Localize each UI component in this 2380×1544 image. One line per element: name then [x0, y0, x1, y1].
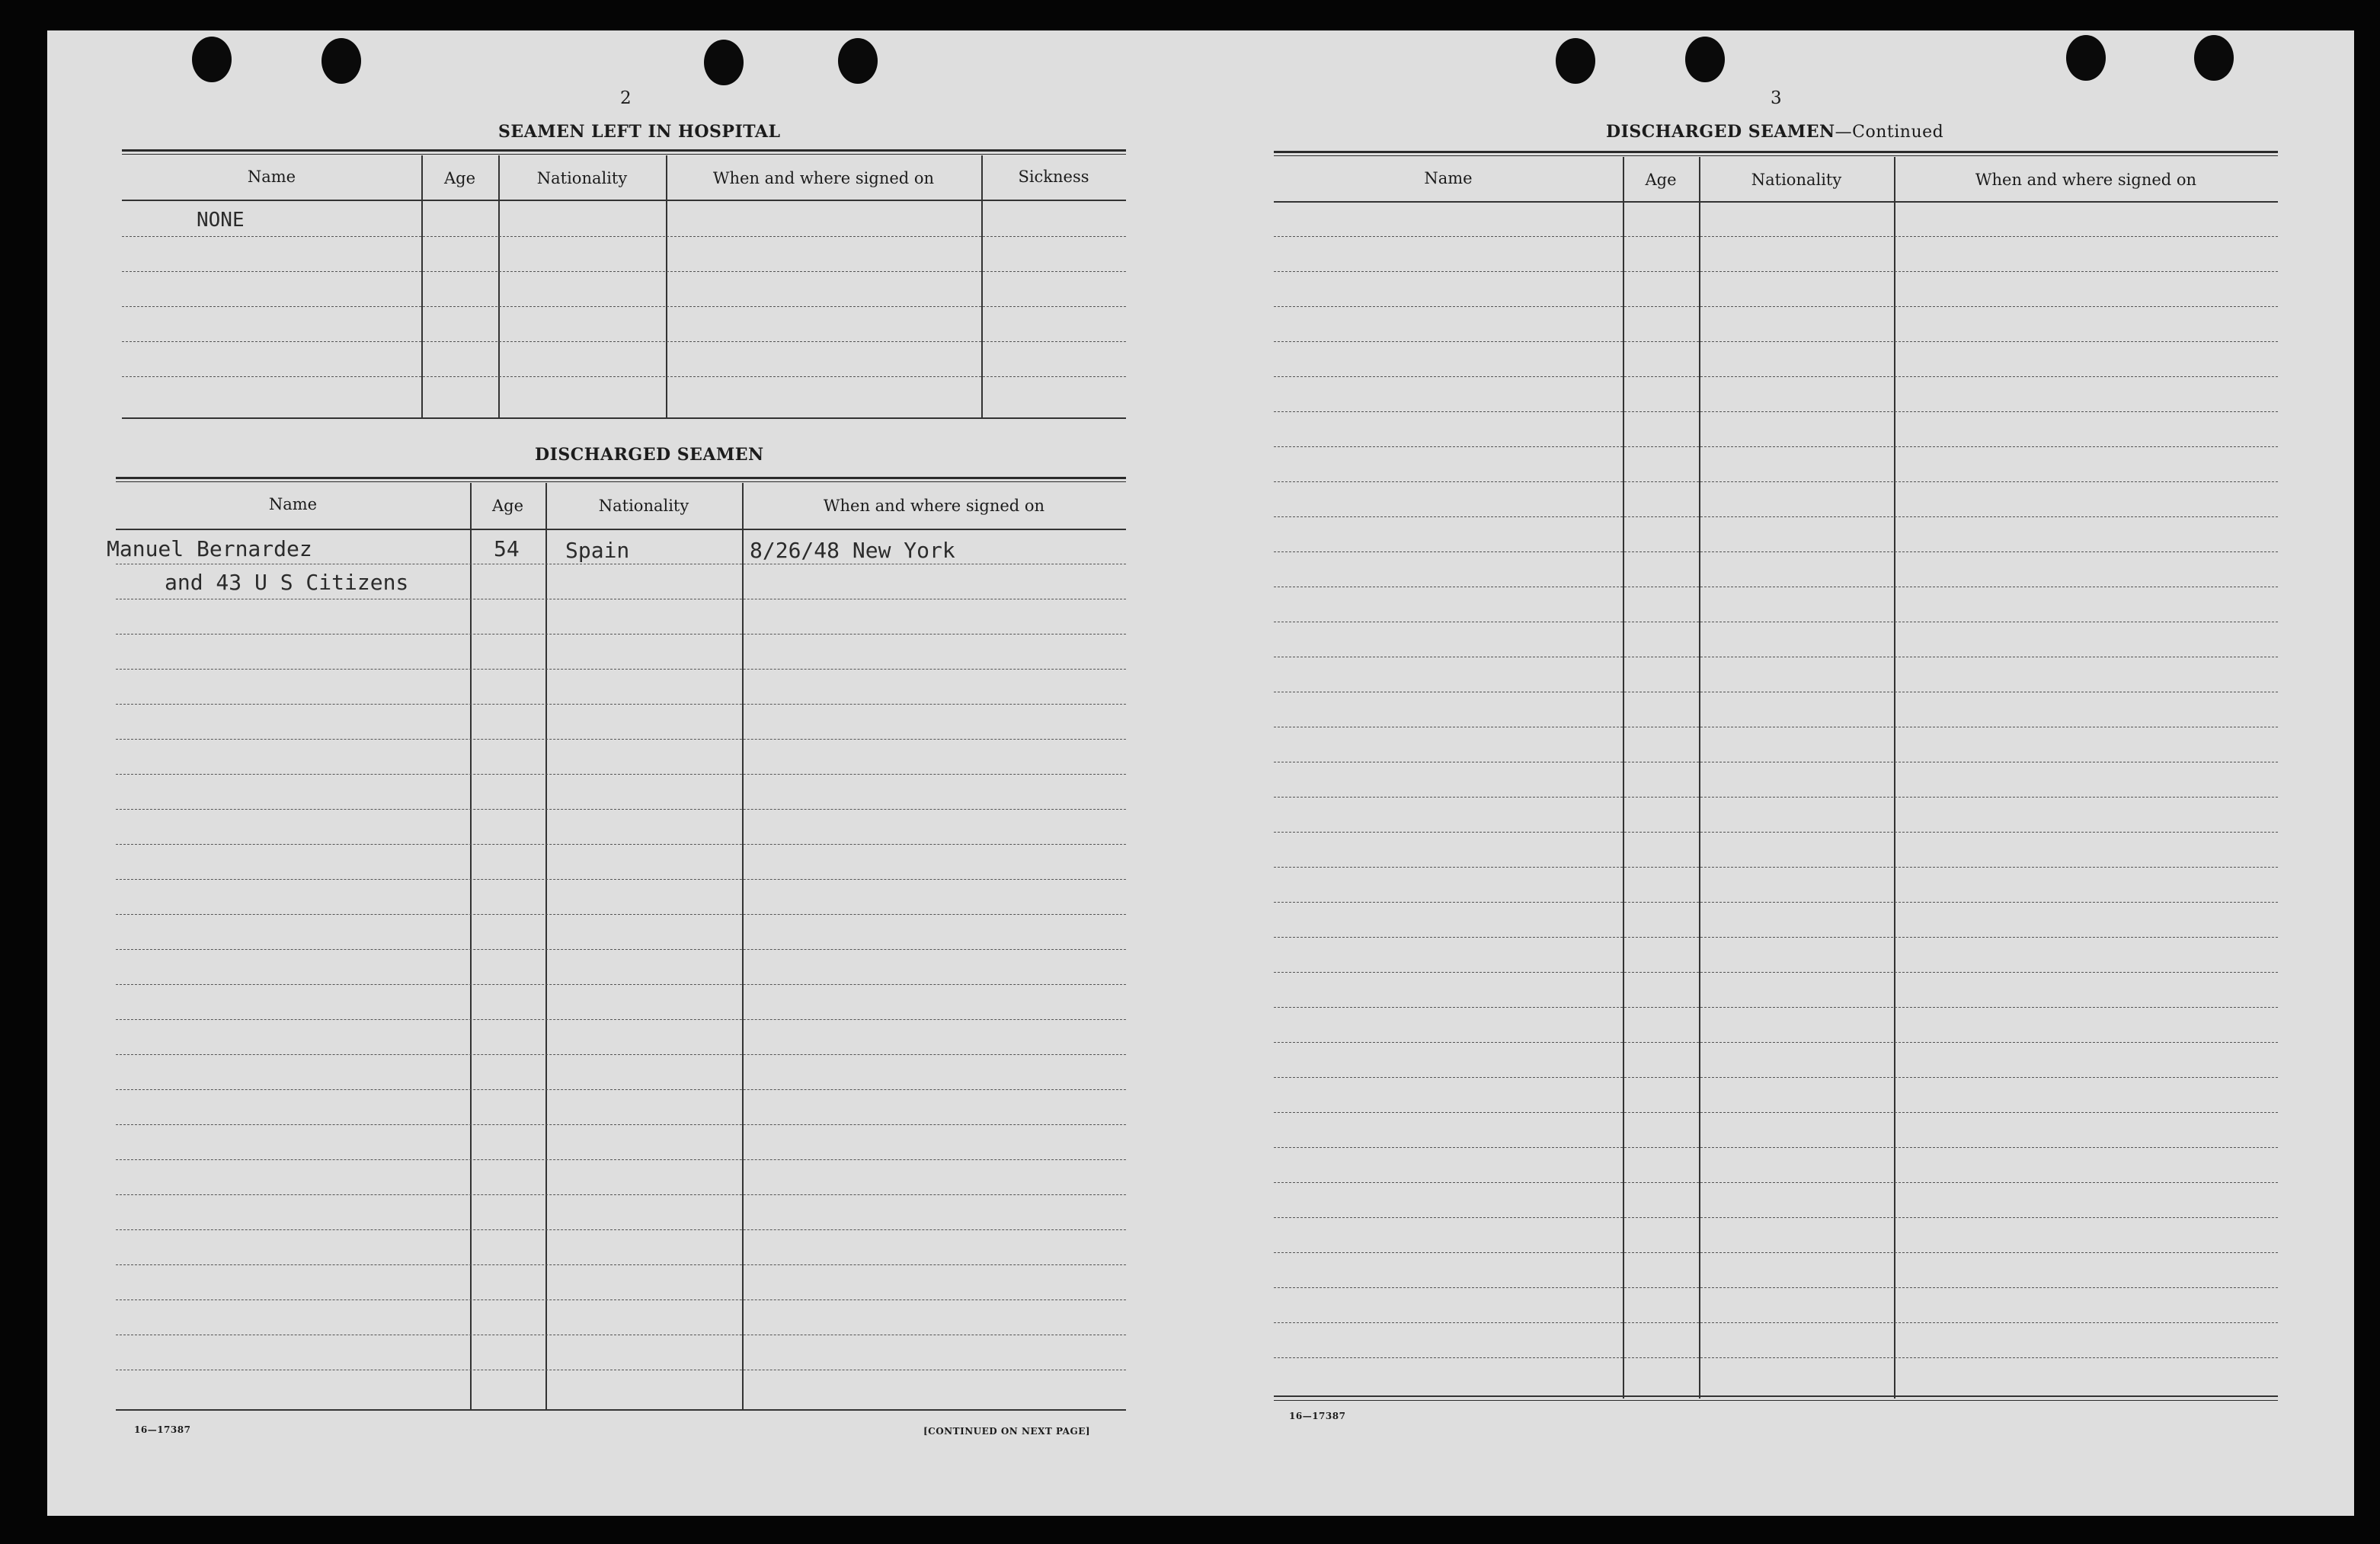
- punch-hole: [704, 40, 744, 85]
- page-number-right: 3: [1771, 88, 1782, 108]
- col-header-signed-on: When and where signed on: [712, 169, 935, 187]
- form-number-left: 16—17387: [134, 1424, 191, 1435]
- discharged-table-left: [107, 477, 1126, 1418]
- seaman-nationality: Spain: [565, 538, 630, 563]
- seaman-signed-on: 8/26/48 New York: [750, 538, 955, 563]
- right-section-title: [1606, 122, 1943, 142]
- right-section-title-main: DISCHARGED SEAMEN: [1606, 122, 1835, 142]
- form-number-right: 16—17387: [1289, 1411, 1346, 1421]
- punch-hole: [1685, 37, 1725, 82]
- punch-hole: [1556, 38, 1595, 84]
- col-header-name: Name: [1424, 169, 1473, 187]
- col-header-age: Age: [491, 497, 524, 515]
- col-header-sickness: Sickness: [1018, 168, 1089, 186]
- col-header-age: Age: [443, 169, 476, 187]
- punch-hole: [2194, 35, 2234, 81]
- col-header-name: Name: [268, 495, 318, 513]
- page-number-left: 2: [620, 88, 632, 108]
- punch-hole: [321, 38, 361, 84]
- right-section-title-suffix: —Continued: [1835, 123, 1944, 142]
- col-header-name: Name: [247, 168, 296, 186]
- seaman-age: 54: [494, 536, 520, 561]
- document-sheet: [47, 30, 2354, 1516]
- punch-hole: [838, 38, 878, 84]
- col-header-signed-on: When and where signed on: [823, 497, 1045, 515]
- hospital-table: [122, 149, 1126, 427]
- col-header-nationality: Nationality: [536, 169, 628, 187]
- discharged-section-title: DISCHARGED SEAMEN: [535, 445, 764, 465]
- col-header-age: Age: [1645, 171, 1677, 189]
- discharged-table-right: [1274, 151, 2278, 1405]
- seaman-name-continued: and 43 U S Citizens: [165, 570, 409, 595]
- hospital-entry: NONE: [197, 209, 245, 232]
- punch-hole: [192, 37, 232, 82]
- col-header-signed-on: When and where signed on: [1975, 171, 2197, 189]
- punch-hole: [2066, 35, 2106, 81]
- hospital-section-title: SEAMEN LEFT IN HOSPITAL: [498, 122, 781, 142]
- continued-note: [CONTINUED ON NEXT PAGE]: [923, 1426, 1091, 1437]
- seaman-name: Manuel Bernardez: [107, 536, 312, 561]
- col-header-nationality: Nationality: [598, 497, 689, 515]
- col-header-nationality: Nationality: [1751, 171, 1842, 189]
